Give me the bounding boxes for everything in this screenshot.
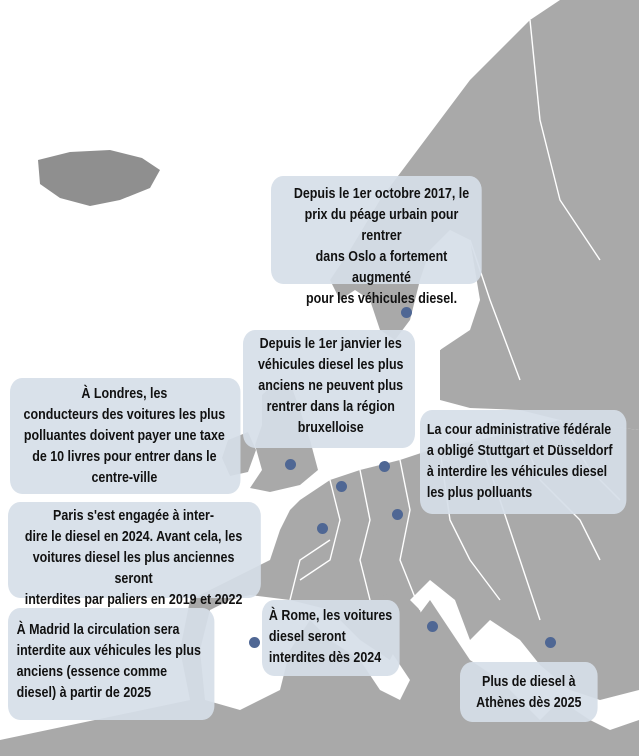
callout-paris-text: Paris s'est engagée à inter- dire le diesel en 2024. Avant cela, les voitures diesel les plus anciennes seront interdites par paliers en 2019 et 2022 [24,508,243,608]
callout-rome-text: À Rome, les voitures diesel seront interdites dès 2024 [268,608,393,666]
callout-paris [8,502,261,608]
callout-londres [10,378,240,494]
callout-bruxelles-text: Depuis le 1er janvier les véhicules diesel les plus anciens ne peuvent plus rentrer dans la région bruxelloise [257,336,404,436]
marker-londres [285,459,296,470]
callout-allemagne [420,410,626,514]
marker-madrid [249,637,260,648]
callout-allemagne-text: La cour administrative fédérale a obligé Stuttgart et Düsseldorf à interdire les véhicules diesel les plus polluants [426,422,613,501]
callout-bruxelles [243,330,415,448]
callout-oslo [271,176,482,307]
marker-oslo [401,307,412,318]
callout-oslo-text: Depuis le 1er octobre 2017, le prix du péage urbain pour rentrer dans Oslo a fortement augmenté pour les véhicules diesel. [293,186,470,307]
marker-dusseldorf [379,461,390,472]
marker-athenes [545,637,556,648]
callout-madrid-text: À Madrid la circulation sera interdite aux véhicules les plus anciens (essence comme diesel) à partir de 2025 [16,622,201,701]
marker-stuttgart [392,509,403,520]
callout-londres-text: À Londres, les conducteurs des voitures les plus polluantes doivent payer une taxe de 10 livres pour entrer dans le centre-ville [23,386,226,486]
iceland-landmass [38,150,160,206]
callout-athenes [460,662,598,722]
marker-rome [427,621,438,632]
callout-madrid [8,608,214,720]
callout-athenes-text: Plus de diesel à Athènes dès 2025 [476,674,582,711]
callout-rome [262,600,400,676]
marker-paris [317,523,328,534]
marker-bruxelles [336,481,347,492]
